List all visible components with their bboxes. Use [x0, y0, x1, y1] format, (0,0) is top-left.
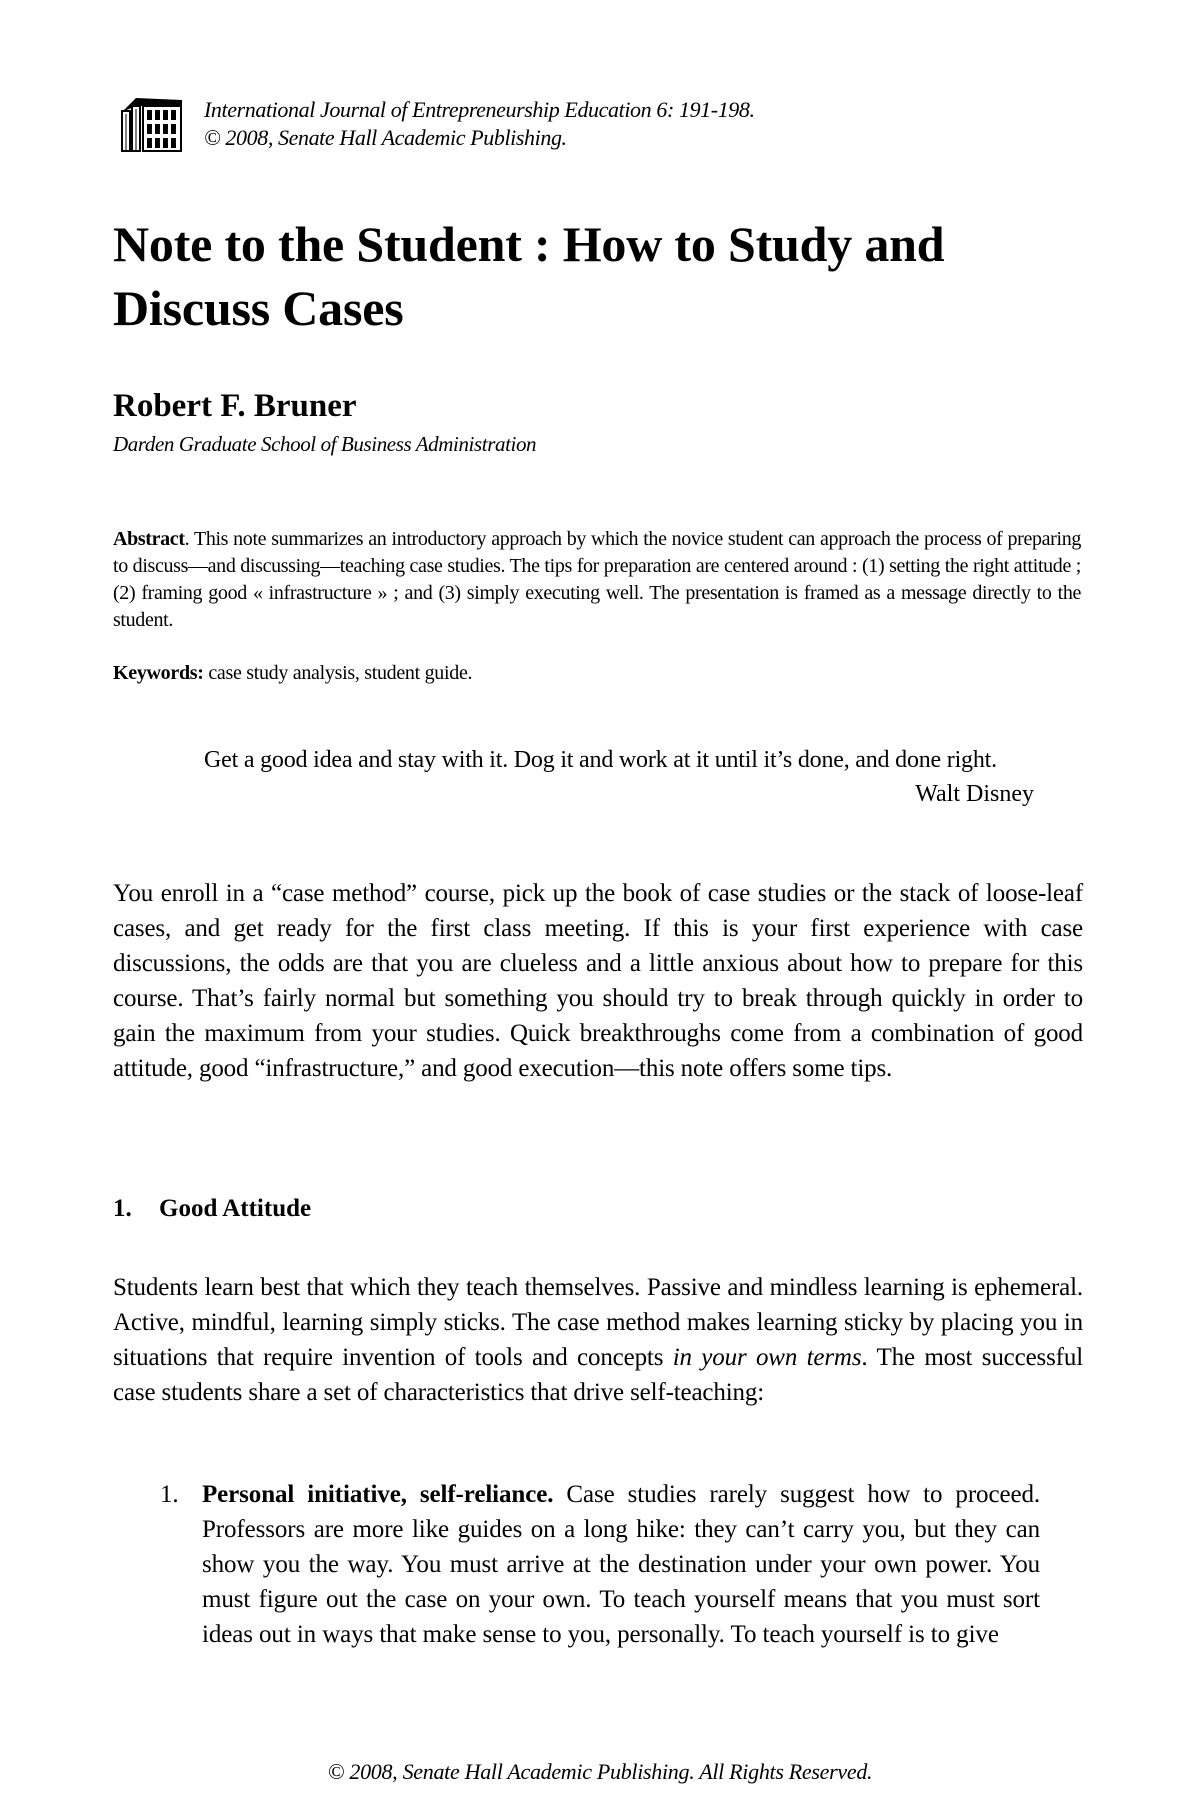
abstract-label: Abstract — [113, 528, 185, 550]
building-columns-icon — [118, 94, 188, 152]
emphasis-text: in your own terms — [672, 1344, 862, 1371]
epigraph-quote: Get a good idea and stay with it. Dog it and work at it until it’s done, and done right. — [204, 747, 997, 773]
keywords — [113, 660, 1081, 686]
trait-list — [160, 1477, 1040, 1652]
title-line-2: Discuss Cases — [113, 280, 404, 336]
epigraph-attribution: Walt Disney — [915, 781, 1034, 807]
section-title: Good Attitude — [159, 1195, 312, 1222]
journal-header — [118, 94, 938, 154]
list-item-number: 1. — [160, 1481, 179, 1508]
keywords-label: Keywords: — [113, 662, 204, 684]
copyright-line: © 2008, Senate Hall Academic Publishing. — [204, 125, 567, 150]
list-item — [160, 1477, 1040, 1652]
title-line-1: Note to the Student : How to Study and — [113, 216, 945, 272]
journal-citation — [204, 96, 755, 152]
section-heading-good-attitude — [113, 1194, 311, 1224]
list-item-heading: Personal initiative, self-reliance. — [202, 1481, 554, 1508]
paragraph-before-emphasis: Students learn best that which they teach themselves. Passive and mindless learning is ephemeral. Active, mindful, learning simply sticks. The case method makes learning sticky by placing you in situations that require invention of tools and concepts — [113, 1274, 1083, 1371]
section-number: 1. — [113, 1195, 132, 1222]
paragraph-after-emphasis: . The most successful case students share a set of characteristics that drive self-teaching: — [113, 1344, 1084, 1406]
keywords-text: case study analysis, student guide. — [203, 662, 473, 684]
good-attitude-paragraph — [113, 1270, 1083, 1410]
journal-line: International Journal of Entrepreneurship Education 6: 191-198. — [204, 97, 755, 122]
page-footer: © 2008, Senate Hall Academic Publishing. All Rights Reserved. — [327, 1759, 873, 1784]
author-name: Robert F. Bruner — [113, 388, 357, 424]
abstract — [113, 526, 1081, 634]
intro-paragraph: You enroll in a “case method” course, pick up the book of case studies or the stack of loose-leaf cases, and get ready for the first class meeting. If this is your first experience with case discussions, the odds are that you are clueless and a little anxious about how to prepare for this course. That’s fairly normal but something you should try to break through quickly in order to gain the maximum from your studies. Quick breakthroughs come from a combination of good attitude, good “infrastructure,” and good execution—this note offers some tips. — [113, 880, 1083, 1082]
page-title — [113, 212, 1073, 340]
author-affiliation: Darden Graduate School of Business Administration — [113, 432, 537, 456]
abstract-text: . This note summarizes an introductory approach by which the novice student can approach the process of preparing to discuss—and discussing—teaching case studies. The tips for preparation are centered around : (1) setting the right attitude ; (2) framing good « infrastructure » ; and (3) simply executing well. The presentation is framed as a message directly to the student. — [113, 528, 1081, 631]
list-item-text: Case studies rarely suggest how to proceed. Professors are more like guides on a long hike: they can’t carry you, but they can show you the way. You must arrive at the destination under your own power. You must figure out the case on your own. To teach yourself means that you must sort ideas out in ways that make sense to you, personally. To teach yourself is to give — [202, 1481, 1040, 1648]
